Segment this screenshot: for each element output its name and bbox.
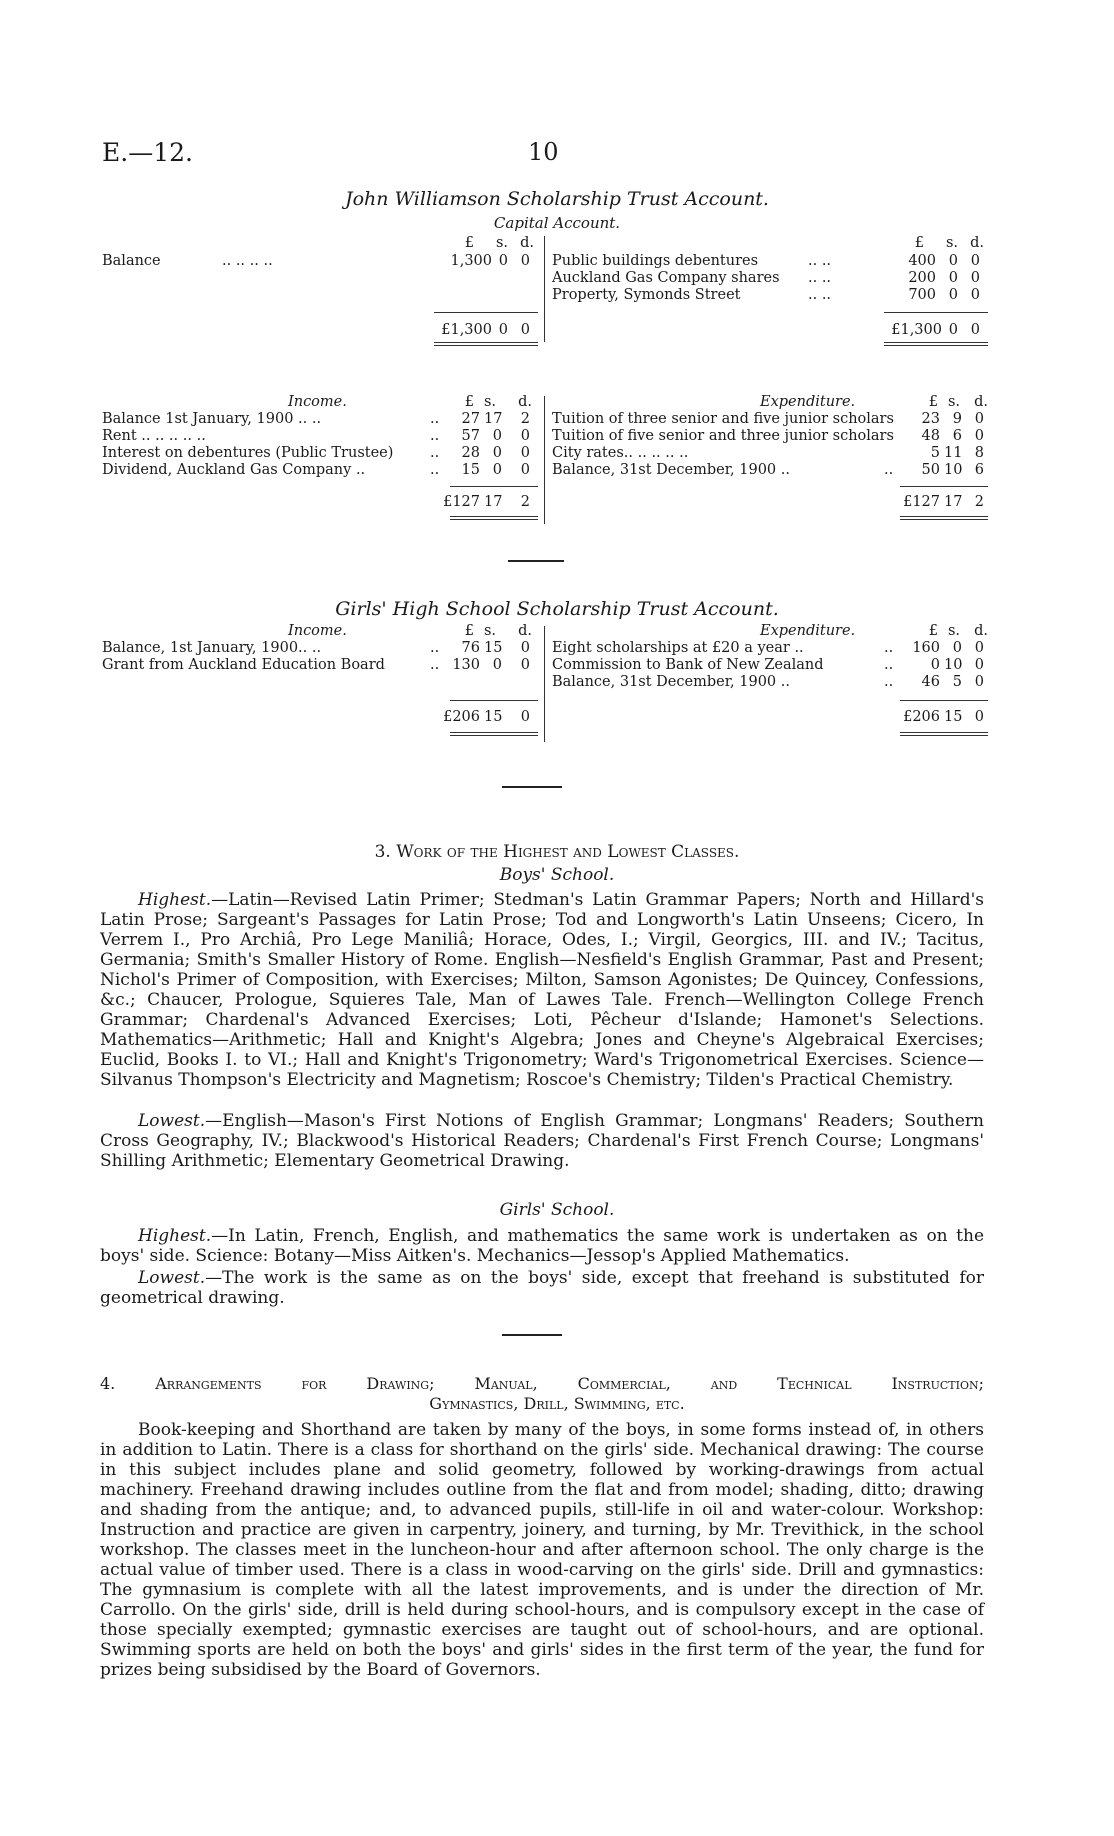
expenditure-shillings: 5 bbox=[952, 674, 962, 690]
leader-dots: .. .. bbox=[808, 287, 832, 303]
income-label: Interest on debentures (Public Trustee) bbox=[102, 445, 394, 461]
section-4-heading-line2: Gymnastics, Drill, Swimming, etc. bbox=[429, 1394, 685, 1413]
leader-dots: .. .. bbox=[808, 270, 832, 286]
income-shillings: 0 bbox=[492, 462, 502, 478]
income-shillings: 0 bbox=[492, 657, 502, 673]
column-divider bbox=[544, 626, 545, 742]
girls-trust-title: Girls' High School Scholarship Trust Account. bbox=[335, 598, 779, 620]
leader-dots: .. bbox=[884, 674, 894, 690]
expenditure-shillings: 11 bbox=[944, 445, 963, 461]
expenditure-pence: 6 bbox=[974, 462, 984, 478]
income-total-shillings: 15 bbox=[484, 709, 503, 725]
total-rule bbox=[884, 342, 988, 343]
income-shillings: 17 bbox=[484, 411, 503, 427]
expenditure-heading: Expenditure. bbox=[760, 623, 856, 639]
total-rule bbox=[450, 519, 538, 520]
col-head-pence: d. bbox=[970, 235, 984, 251]
total-rule bbox=[884, 345, 988, 346]
girls-school-title: Girls' School. bbox=[499, 1200, 615, 1220]
income-pence: 0 bbox=[520, 428, 530, 444]
income-pounds: 76 bbox=[461, 640, 480, 656]
section-4-heading-line1: 4. Arrangements for Drawing; Manual, Commercial, and Technical Instruction; bbox=[100, 1374, 984, 1393]
leader-dots: .. bbox=[430, 462, 440, 478]
capital-account-title: Capital Account. bbox=[493, 214, 621, 232]
capital-right-pence: 0 bbox=[970, 287, 980, 303]
expenditure-pence: 0 bbox=[974, 428, 984, 444]
capital-right-pence: 0 bbox=[970, 270, 980, 286]
total-rule bbox=[434, 345, 538, 346]
income-pounds: 15 bbox=[461, 462, 480, 478]
expenditure-shillings: 10 bbox=[944, 657, 963, 673]
capital-right-label: Property, Symonds Street bbox=[552, 287, 741, 303]
expenditure-total-shillings: 17 bbox=[944, 494, 963, 510]
section-divider bbox=[502, 1334, 562, 1336]
boys-school-title: Boys' School. bbox=[499, 865, 615, 885]
capital-total-right-shillings: 0 bbox=[948, 322, 958, 338]
leader-dots: .. bbox=[884, 640, 894, 656]
expenditure-shillings: 9 bbox=[952, 411, 962, 427]
capital-total-right-pounds: £1,300 bbox=[891, 322, 942, 338]
boys-lowest-paragraph bbox=[100, 1111, 984, 1171]
leader-dots: .. bbox=[884, 657, 894, 673]
col-head-pence: d. bbox=[518, 394, 532, 410]
income-pounds: 28 bbox=[461, 445, 480, 461]
capital-right-shillings: 0 bbox=[948, 287, 958, 303]
section-4-paragraph bbox=[100, 1420, 984, 1680]
capital-left-pounds: 1,300 bbox=[450, 253, 492, 269]
expenditure-label: Tuition of three senior and five junior scholars bbox=[552, 411, 894, 427]
income-total-pence: 0 bbox=[520, 709, 530, 725]
col-head-pounds: £ bbox=[464, 394, 474, 410]
expenditure-label: Balance, 31st December, 1900 .. bbox=[552, 462, 790, 478]
leader-dots: .. bbox=[884, 462, 894, 478]
capital-left-label: Balance bbox=[102, 253, 161, 269]
expenditure-total-pence: 0 bbox=[974, 709, 984, 725]
expenditure-shillings: 6 bbox=[952, 428, 962, 444]
col-head-shillings: s. bbox=[483, 623, 496, 639]
expenditure-pounds: 46 bbox=[921, 674, 940, 690]
income-total-pence: 2 bbox=[520, 494, 530, 510]
girls-highest-paragraph bbox=[100, 1226, 984, 1266]
capital-total-left-pounds: £1,300 bbox=[441, 322, 492, 338]
girls-lowest-label: Lowest. bbox=[138, 1268, 206, 1288]
expenditure-label: Tuition of five senior and three junior scholars bbox=[552, 428, 894, 444]
expenditure-total-shillings: 15 bbox=[944, 709, 963, 725]
capital-right-label: Auckland Gas Company shares bbox=[552, 270, 780, 286]
income-pence: 2 bbox=[520, 411, 530, 427]
expenditure-total-pounds: £127 bbox=[903, 494, 940, 510]
capital-left-pence: 0 bbox=[520, 253, 530, 269]
col-head-pence: d. bbox=[518, 623, 532, 639]
boys-lowest-label: Lowest. bbox=[138, 1111, 206, 1131]
capital-left-shillings: 0 bbox=[498, 253, 508, 269]
capital-right-shillings: 0 bbox=[948, 253, 958, 269]
total-rule bbox=[434, 342, 538, 343]
income-total-pounds: £127 bbox=[443, 494, 480, 510]
girls-lowest-paragraph bbox=[100, 1268, 984, 1308]
income-pounds: 130 bbox=[452, 657, 480, 673]
expenditure-label: Eight scholarships at £20 a year .. bbox=[552, 640, 804, 656]
capital-total-left-pence: 0 bbox=[520, 322, 530, 338]
col-head-pounds: £ bbox=[928, 394, 938, 410]
income-label: Balance, 1st January, 1900.. .. bbox=[102, 640, 322, 656]
income-label: Grant from Auckland Education Board bbox=[102, 657, 385, 673]
total-rule bbox=[900, 486, 988, 487]
section-4-text: Book-keeping and Shorthand are taken by many of the boys, in some forms instead of, in others in addition to Latin. There is a class for shorthand on the girls' side. Mechanical drawing: The course in this subject includes plane and solid geometry, followed by working-drawings from actual machinery. Freehand drawing includes outline from the flat and from model; shading, ditto; drawing and shading from the antique; and, to advanced pupils, still-life in oil and water-colour. Workshop: Instruction and practice are given in carpentry, joinery, and turning, by Mr. Trevithick, in the school workshop. The classes meet in the luncheon-hour and after afternoon school. The only charge is the actual value of timber used. There is a class in wood-carving on the girls' side. Drill and gymnastics: The gymnasium is complete with all the latest improvements, and is under the direction of Mr. Carrollo. On the girls' side, drill is held during school-hours, and is compulsory except in the case of those specially exempted; gymnastic exercises are taught out of school-hours, and are optional. Swimming sports are held on both the boys' and girls' sides in the first term of the year, the fund for prizes being subsidised by the Board of Governors. bbox=[100, 1420, 984, 1680]
leader-dots: .. bbox=[430, 640, 440, 656]
income-shillings: 0 bbox=[492, 445, 502, 461]
leader-dots: .. bbox=[430, 411, 440, 427]
girls-lowest-text: —The work is the same as on the boys' side, except that freehand is substituted for geometrical drawing. bbox=[100, 1268, 984, 1308]
total-rule bbox=[900, 735, 988, 736]
leader-dots: .. .. .. .. bbox=[222, 253, 273, 269]
col-head-shillings: s. bbox=[483, 394, 496, 410]
income-heading: Income. bbox=[288, 623, 347, 639]
expenditure-shillings: 0 bbox=[952, 640, 962, 656]
boys-highest-label: Highest. bbox=[138, 890, 212, 910]
income-total-pounds: £206 bbox=[443, 709, 480, 725]
leader-dots: .. bbox=[430, 445, 440, 461]
expenditure-total-pounds: £206 bbox=[903, 709, 940, 725]
expenditure-pounds: 5 bbox=[930, 445, 940, 461]
expenditure-pence: 0 bbox=[974, 640, 984, 656]
williamson-title: John Williamson Scholarship Trust Account. bbox=[345, 188, 769, 210]
col-head-shillings: s. bbox=[947, 623, 960, 639]
income-heading: Income. bbox=[288, 394, 347, 410]
expenditure-pence: 0 bbox=[974, 657, 984, 673]
col-head-shillings: s. bbox=[495, 235, 508, 251]
income-label: Dividend, Auckland Gas Company .. bbox=[102, 462, 366, 478]
total-rule bbox=[900, 700, 988, 701]
expenditure-label: City rates.. .. .. .. .. bbox=[552, 445, 689, 461]
income-label: Balance 1st January, 1900 .. .. bbox=[102, 411, 322, 427]
expenditure-pence: 8 bbox=[974, 445, 984, 461]
col-head-pounds: £ bbox=[464, 623, 474, 639]
total-rule bbox=[900, 519, 988, 520]
expenditure-pence: 0 bbox=[974, 674, 984, 690]
capital-right-pence: 0 bbox=[970, 253, 980, 269]
total-rule bbox=[450, 486, 538, 487]
income-shillings: 15 bbox=[484, 640, 503, 656]
capital-right-shillings: 0 bbox=[948, 270, 958, 286]
expenditure-heading: Expenditure. bbox=[760, 394, 856, 410]
expenditure-pounds: 50 bbox=[921, 462, 940, 478]
income-pence: 0 bbox=[520, 462, 530, 478]
leader-dots: .. bbox=[430, 657, 440, 673]
column-divider bbox=[544, 236, 545, 342]
capital-right-pounds: 700 bbox=[908, 287, 936, 303]
expenditure-pounds: 23 bbox=[921, 411, 940, 427]
income-pence: 0 bbox=[520, 640, 530, 656]
page-number: 10 bbox=[528, 138, 559, 166]
girls-highest-text: —In Latin, French, English, and mathematics the same work is undertaken as on the boys' side. Science: Botany—Miss Aitken's. Mechanics—Jessop's Applied Mathematics. bbox=[100, 1226, 984, 1266]
section-3-heading: 3. Work of the Highest and Lowest Classes. bbox=[374, 842, 740, 862]
capital-total-right-pence: 0 bbox=[970, 322, 980, 338]
column-divider bbox=[544, 396, 545, 524]
col-head-pounds: £ bbox=[464, 235, 474, 251]
section-divider bbox=[508, 560, 564, 562]
total-rule bbox=[884, 312, 988, 313]
expenditure-total-pence: 2 bbox=[974, 494, 984, 510]
expenditure-pounds: 0 bbox=[930, 657, 940, 673]
section-divider bbox=[502, 786, 562, 788]
income-label: Rent .. .. .. .. .. bbox=[102, 428, 206, 444]
capital-right-pounds: 400 bbox=[908, 253, 936, 269]
leader-dots: .. bbox=[430, 428, 440, 444]
expenditure-label: Balance, 31st December, 1900 .. bbox=[552, 674, 790, 690]
income-pounds: 27 bbox=[461, 411, 480, 427]
total-rule bbox=[450, 735, 538, 736]
total-rule bbox=[434, 312, 538, 313]
boys-lowest-text: —English—Mason's First Notions of English Grammar; Longmans' Readers; Southern Cross Geography, IV.; Blackwood's Historical Readers; Chardenal's First French Course; Longmans' Shilling Arithmetic; Elementary Geometrical Drawing. bbox=[100, 1111, 984, 1171]
income-pounds: 57 bbox=[461, 428, 480, 444]
girls-highest-label: Highest. bbox=[138, 1226, 212, 1246]
col-head-pounds: £ bbox=[914, 235, 924, 251]
col-head-pence: d. bbox=[974, 623, 988, 639]
capital-total-left-shillings: 0 bbox=[498, 322, 508, 338]
income-total-shillings: 17 bbox=[484, 494, 503, 510]
expenditure-pounds: 48 bbox=[921, 428, 940, 444]
report-code: E.—12. bbox=[102, 138, 193, 167]
expenditure-label: Commission to Bank of New Zealand bbox=[552, 657, 824, 673]
col-head-shillings: s. bbox=[947, 394, 960, 410]
expenditure-shillings: 10 bbox=[944, 462, 963, 478]
income-pence: 0 bbox=[520, 657, 530, 673]
boys-highest-text: —Latin—Revised Latin Primer; Stedman's Latin Grammar Papers; North and Hillard's Latin Prose; Sargeant's Passages for Latin Prose; Tod and Longworth's Latin Unseens; Cicero, In Verrem I., Pro Archiâ, Pro Lege Maniliâ; Horace, Odes, I.; Virgil, Georgics, III. and IV.; Tacitus, Germania; Smith's Smaller History of Rome. English—Nesfield's English Grammar, Past and Present; Nichol's Primer of Composition, with Exercises; Milton, Samson Agonistes; De Quincey, Confessions, &c.; Chaucer, Prologue, Squieres Tale, Man of Lawes Tale. French—Wellington College French Grammar; Chardenal's Advanced Exercises; Loti, Pêcheur d'Islande; Hamonet's Selections. Mathematics—Arithmetic; Hall and Knight's Algebra; Jones and Cheyne's Algebraical Exercises; Euclid, Books I. to VI.; Hall and Knight's Trigonometry; Ward's Trigonometrical Exercises. Science—Silvanus Thompson's Electricity and Magnetism; Roscoe's Chemistry; Tilden's Practical Chemistry. bbox=[100, 890, 984, 1090]
capital-right-label: Public buildings debentures bbox=[552, 253, 759, 269]
total-rule bbox=[900, 516, 988, 517]
total-rule bbox=[450, 700, 538, 701]
leader-dots: .. .. bbox=[808, 253, 832, 269]
income-shillings: 0 bbox=[492, 428, 502, 444]
expenditure-pounds: 160 bbox=[912, 640, 940, 656]
capital-right-pounds: 200 bbox=[908, 270, 936, 286]
boys-highest-paragraph bbox=[100, 890, 984, 1090]
total-rule bbox=[900, 732, 988, 733]
col-head-pence: d. bbox=[974, 394, 988, 410]
expenditure-pence: 0 bbox=[974, 411, 984, 427]
income-pence: 0 bbox=[520, 445, 530, 461]
total-rule bbox=[450, 732, 538, 733]
col-head-shillings: s. bbox=[945, 235, 958, 251]
total-rule bbox=[450, 516, 538, 517]
col-head-pounds: £ bbox=[928, 623, 938, 639]
col-head-pence: d. bbox=[520, 235, 534, 251]
